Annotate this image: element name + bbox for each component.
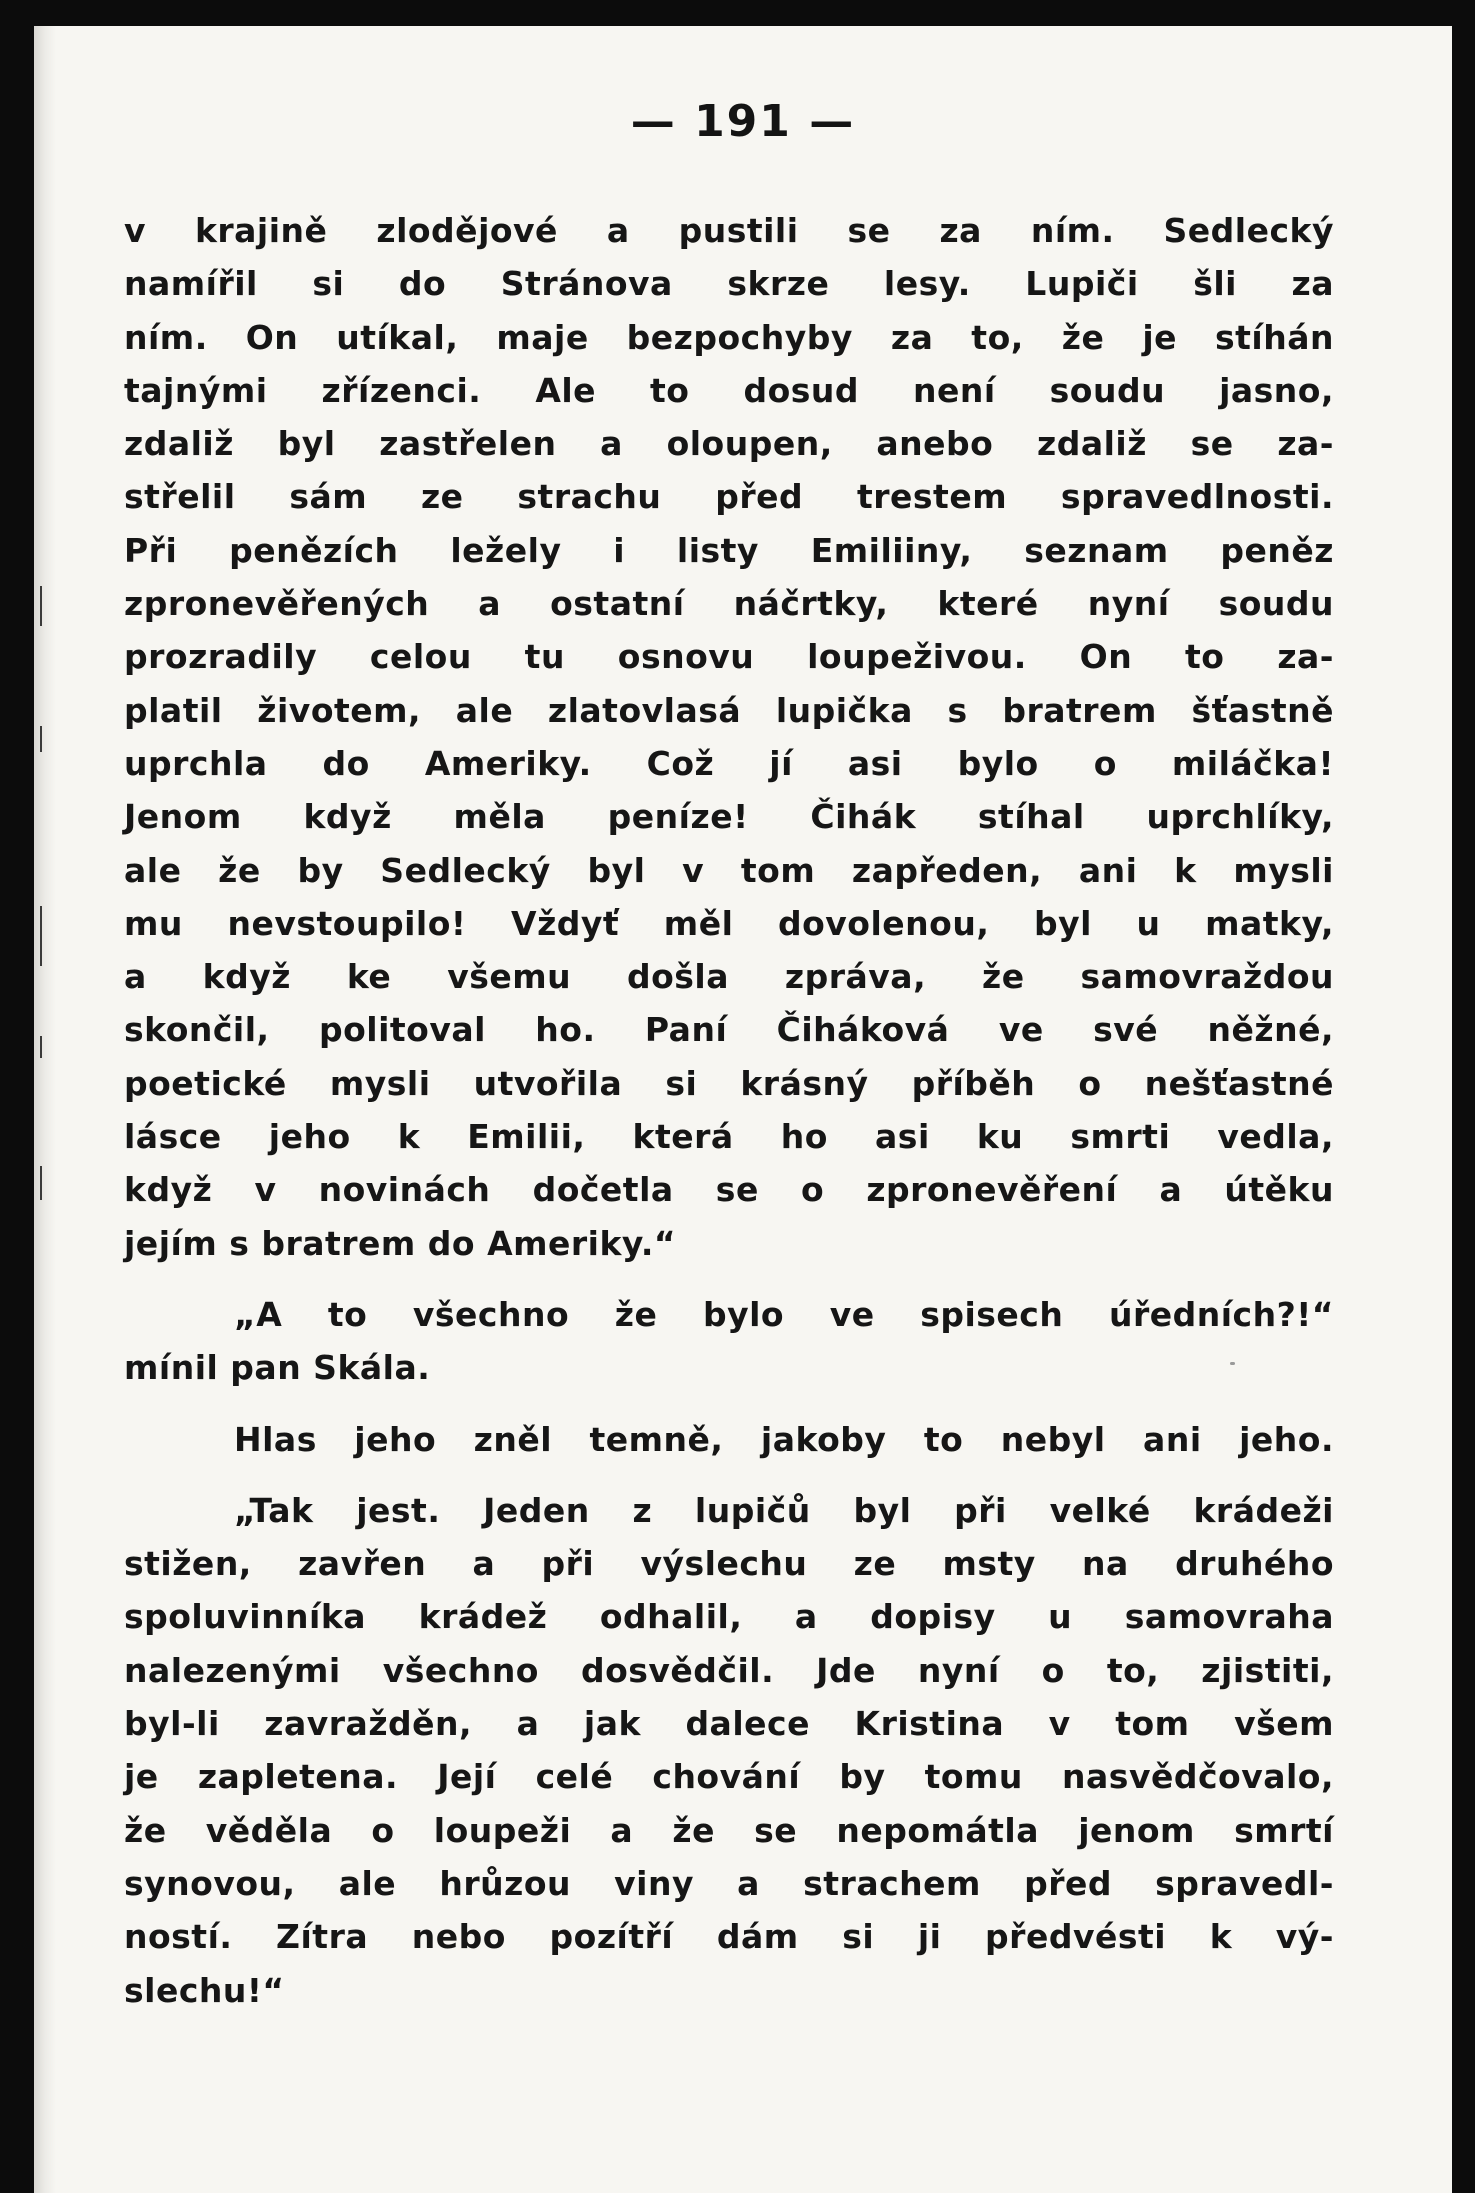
text-line: a když ke všemu došla zpráva, že samovraždou [124,957,1334,997]
text-line: Při penězích ležely i listy Emiliiny, seznam peněz [124,530,1334,570]
text-line: spoluvinníka krádež odhalil, a dopisy u samovraha [124,1597,1334,1637]
text-line: je zapletena. Její celé chování by tomu nasvědčovalo, [124,1757,1334,1797]
text-line: zdaliž byl zastřelen a oloupen, anebo zdaliž se za- [124,424,1334,464]
paragraph [124,204,1334,1270]
text-line: že věděla o loupeži a že se nepomátla jenom smrtí [124,1810,1334,1850]
paragraph [124,1413,1334,1466]
text-line: střelil sám ze strachu před trestem spravedlnosti. [124,477,1334,517]
print-speck [1230,1362,1235,1365]
text-line: ale že by Sedlecký byl v tom zapředen, ani k mysli [124,850,1334,890]
text-line: zpronevěřených a ostatní náčrtky, které nyní soudu [124,584,1334,624]
text-line: mínil pan Skála. [124,1348,431,1388]
text-line: „Tak jest. Jeden z lupičů byl při velké krádeži [234,1490,1334,1530]
text-line: mu nevstoupilo! Vždyť měl dovolenou, byl u matky, [124,903,1334,943]
text-line: v krajině zlodějové a pustili se za ním. Sedlecký [124,211,1334,250]
edge-mark [40,1166,42,1200]
book-page [34,26,1452,2193]
text-line: skončil, politoval ho. Paní Čiháková ve své něžné, [124,1010,1334,1050]
edge-mark [40,1036,42,1058]
text-line: tajnými zřízenci. Ale to dosud není soudu jasno, [124,370,1334,410]
text-line: platil životem, ale zlatovlasá lupička s bratrem šťastně [124,690,1334,730]
text-line: Hlas jeho zněl temně, jakoby to nebyl ani jeho. [234,1419,1334,1459]
text-line: uprchla do Ameriky. Což jí asi bylo o miláčka! [124,743,1334,783]
text-line: když v novinách dočetla se o zpronevěření a útěku [124,1170,1334,1210]
page-number: — 191 — [630,96,856,147]
text-line: Jenom když měla peníze! Čihák stíhal uprchlíky, [124,797,1334,837]
text-line: lásce jeho k Emilii, která ho asi ku smrti vedla, [124,1117,1334,1157]
paragraph [124,1484,1334,2017]
text-line: byl-li zavražděn, a jak dalece Kristina v tom všem [124,1704,1334,1744]
paragraph [124,1288,1334,1395]
edge-mark [40,586,42,626]
edge-mark [40,726,42,752]
text-line: slechu!“ [124,1970,285,2010]
text-line: synovou, ale hrůzou viny a strachem před spravedl- [124,1863,1334,1903]
text-line: „A to všechno že bylo ve spisech úředních?!“ [234,1294,1334,1334]
text-line: poetické mysli utvořila si krásný příběh o nešťastné [124,1063,1334,1103]
text-line: namířil si do Stránova skrze lesy. Lupiči šli za [124,264,1334,304]
text-line: prozradily celou tu osnovu loupeživou. On to za- [124,637,1334,677]
text-line: ností. Zítra nebo pozítří dám si ji předvésti k vý- [124,1917,1334,1957]
page-binding-edge [34,26,56,2193]
body-text [124,204,1334,2017]
text-line: jejím s bratrem do Ameriky.“ [124,1223,677,1263]
text-line: nalezenými všechno dosvědčil. Jde nyní o to, zjistiti, [124,1650,1334,1690]
edge-mark [40,906,42,966]
text-line: stižen, zavřen a při výslechu ze msty na druhého [124,1544,1334,1584]
text-line: ním. On utíkal, maje bezpochyby za to, že je stíhán [124,317,1334,357]
